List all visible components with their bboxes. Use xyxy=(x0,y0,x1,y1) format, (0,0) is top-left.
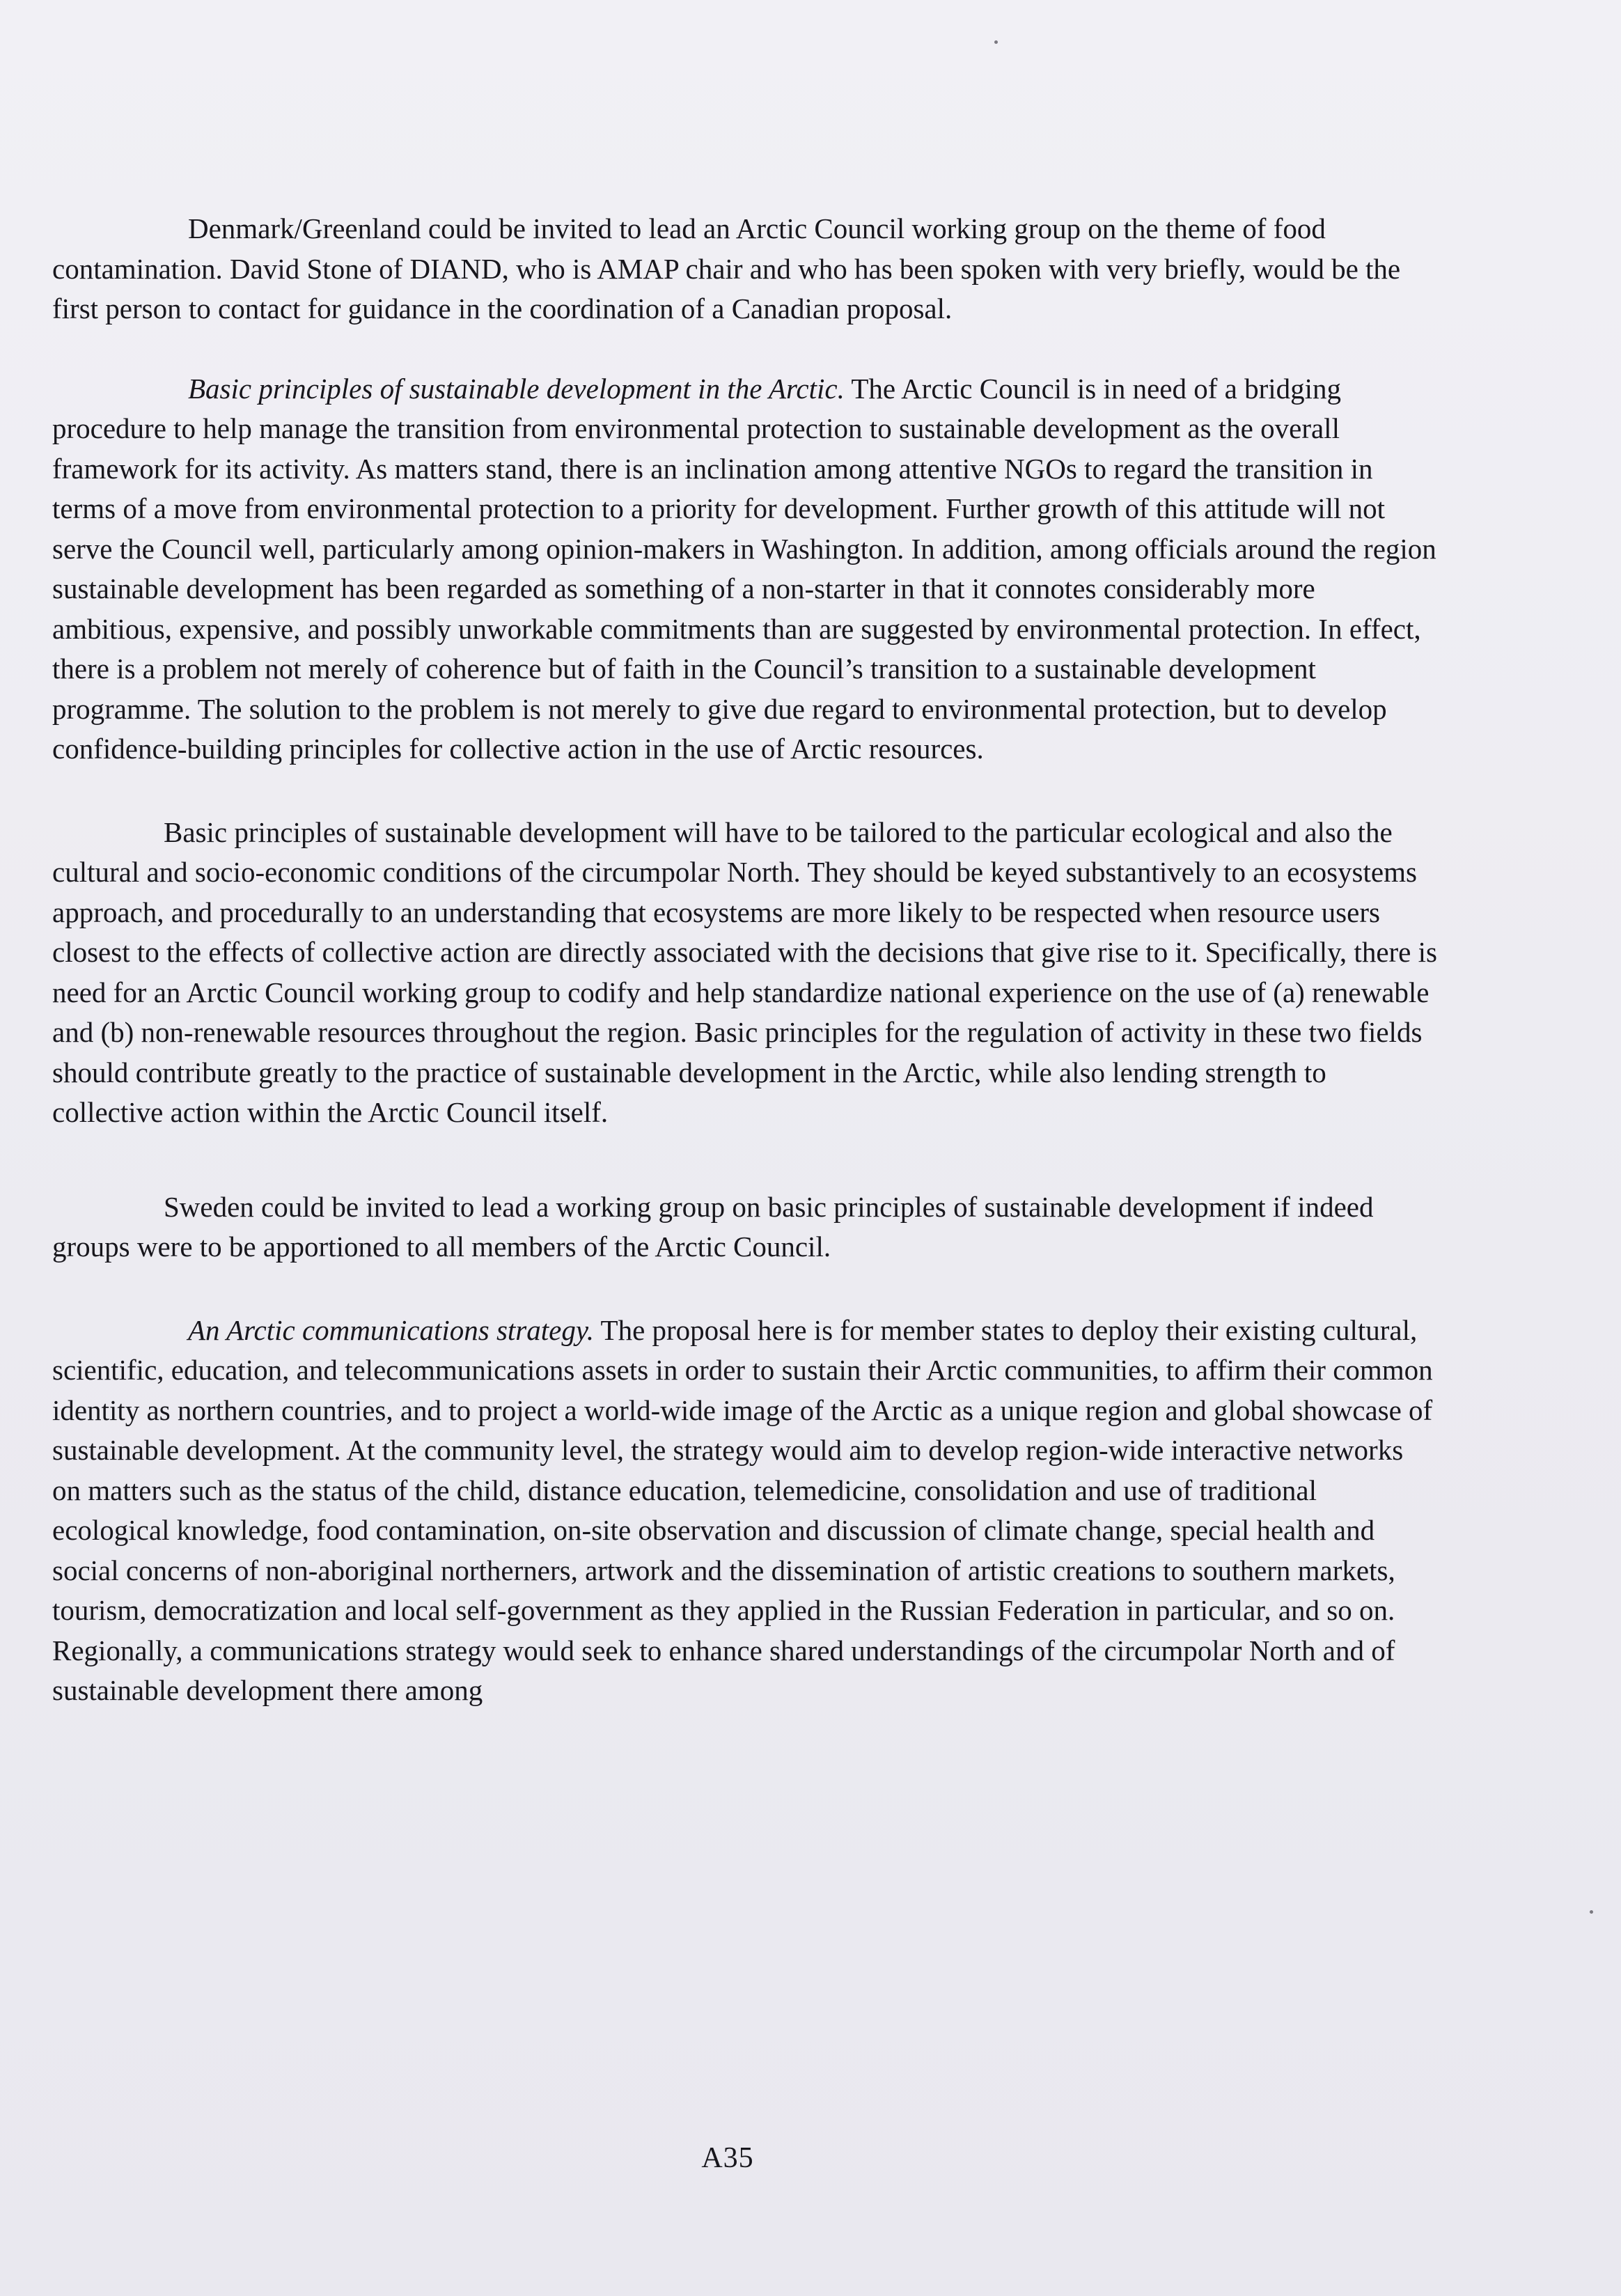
paragraph-text: Basic principles of sustainable development will have to be tailored to the particular ecological and also the cultural and socio-economic conditions of the circumpolar North. They should be keyed substantively to an ecosystems approach, and procedurally to an understanding that ecosystems are more likely to be respected when resource users closest to the effects of collective action are directly associated with the decisions that give rise to it. Specifically, there is need for an Arctic Council working group to codify and help standardize national experience on the use of (a) renewable and (b) non-renewable resources throughout the region. Basic principles for the regulation of activity in these two fields should contribute greatly to the practice of sustainable development in the Arctic, while also lending strength to collective action within the Arctic Council itself. xyxy=(52,815,1437,1128)
section-heading-basic-principles: Basic principles of sustainable development in the Arctic. xyxy=(188,372,845,405)
paragraph-communications-strategy xyxy=(52,1311,1438,1711)
paragraph-text: The proposal here is for member states to deploy their existing cultural, scientific, education, and telecommunications assets in order to sustain their Arctic communities, to affirm their common identity as northern countries, and to project a world-wide image of the Arctic as a unique region and global showcase of sustainable development. At the community level, the strategy would aim to develop region-wide interactive networks on matters such as the status of the child, distance education, telemedicine, consolidation and use of traditional ecological knowledge, food contamination, on-site observation and discussion of climate change, special health and social concerns of non-aboriginal northerners, artwork and the dissemination of artistic creations to southern markets, tourism, democratization and local self-government as they applied in the Russian Federation in particular, and so on. Regionally, a communications strategy would seek to enhance shared understandings of the circumpolar North and of sustainable development there among xyxy=(52,1313,1433,1706)
paragraph-sweden xyxy=(52,1187,1438,1267)
body-text xyxy=(52,209,1438,1711)
paragraph-text: Sweden could be invited to lead a working group on basic principles of sustainable development if indeed groups were to be apportioned to all members of the Arctic Council. xyxy=(52,1190,1374,1263)
paragraph-food-contamination xyxy=(52,209,1438,329)
paragraph-basic-principles xyxy=(52,369,1438,770)
paragraph-tailored-principles xyxy=(52,813,1438,1133)
paper-speck xyxy=(1590,1910,1593,1914)
paper-speck xyxy=(994,40,998,44)
paragraph-text: Denmark/Greenland could be invited to lead an Arctic Council working group on the theme of food contamination. David Stone of DIAND, who is AMAP chair and who has been spoken with very briefly, would be the first person to contact for guidance in the coordination of a Canadian proposal. xyxy=(52,212,1401,325)
paragraph-text: The Arctic Council is in need of a bridging procedure to help manage the transition from environmental protection to sustainable development as the overall framework for its activity. As matters stand, there is an inclination among attentive NGOs to regard the transition in terms of a move from environmental protection to a priority for development. Further growth of this attitude will not serve the Council well, particularly among opinion-makers in Washington. In addition, among officials around the region sustainable development has been regarded as something of a non-starter in that it connotes considerably more ambitious, expensive, and possibly unworkable commitments than are suggested by environmental protection. In effect, there is a problem not merely of coherence but of faith in the Council’s transition to a sustainable development programme. The solution to the problem is not merely to give due regard to environmental protection, but to develop confidence-building principles for collective action in the use of Arctic resources. xyxy=(52,372,1436,765)
section-heading-communications-strategy: An Arctic communications strategy. xyxy=(188,1313,595,1346)
page-number: A35 xyxy=(701,2142,754,2174)
